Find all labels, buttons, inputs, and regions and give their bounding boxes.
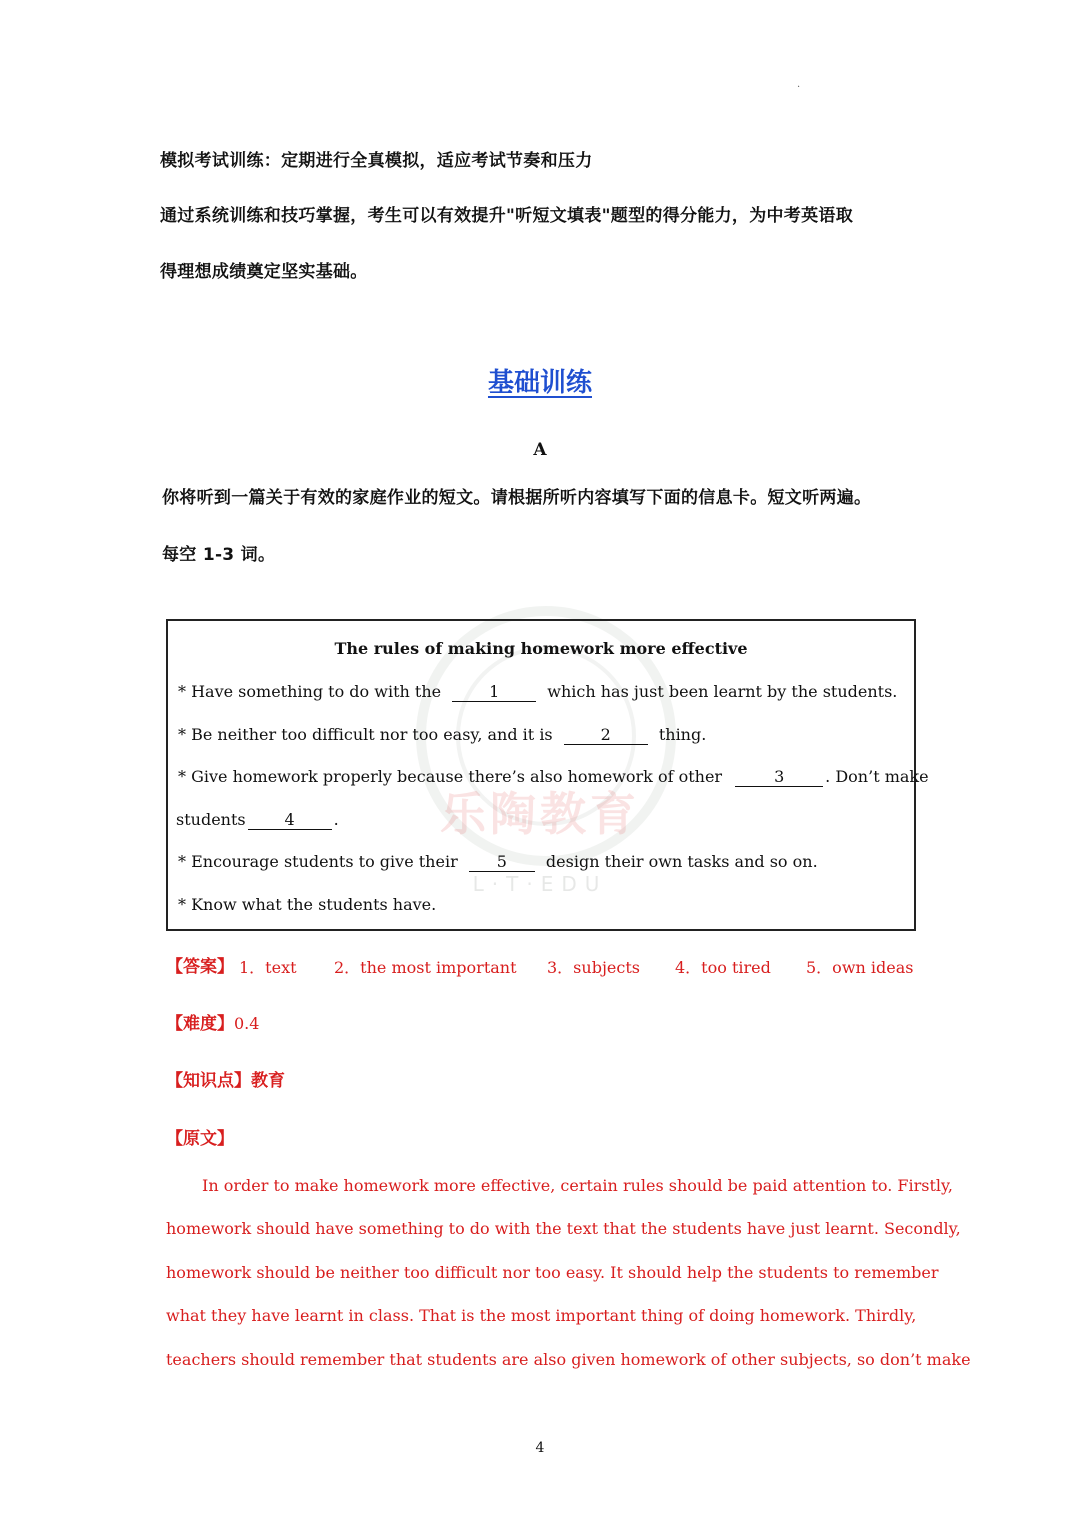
watermark-text: 乐陶教育 [440, 787, 640, 841]
info-card-title: The rules of making homework more effective [334, 639, 748, 658]
difficulty-row [166, 1009, 259, 1034]
knowledge-row [166, 1066, 285, 1091]
card-row-5-post: design their own tasks and so on. [545, 852, 818, 871]
card-row-2-post: thing. [658, 725, 707, 744]
card-row-3-post: . Don’t make [825, 767, 929, 786]
answer-item-4: 4．too tired [675, 958, 771, 977]
card-row-1-text: * Have something to do with the [178, 682, 442, 701]
card-row-4 [176, 810, 339, 830]
original-line-2: homework should have something to do with the text that the students have just learnt. Secondly, [166, 1219, 961, 1238]
corner-mark: · [797, 82, 801, 93]
section-title-link[interactable]: 基础训练 [487, 368, 592, 398]
page-number: 4 [535, 1440, 545, 1456]
card-row-2 [178, 725, 706, 745]
card-row-3-text: * Give homework properly because there’s also homework of other [178, 767, 723, 786]
original-line-3: homework should be neither too difficult nor too easy. It should help the students to remember [166, 1263, 939, 1282]
blank-3[interactable]: 3 [735, 768, 823, 787]
answer-item-3: 3．subjects [547, 958, 640, 977]
difficulty-label: 【难度】 [166, 1014, 234, 1034]
section-letter: A [533, 440, 547, 460]
blank-4[interactable]: 4 [248, 811, 332, 830]
original-label: 【原文】 [166, 1129, 234, 1149]
instruction-line-2: 每空 1-3 词。 [162, 545, 276, 565]
intro-line-2: 通过系统训练和技巧掌握，考生可以有效提升"听短文填表"题型的得分能力，为中考英语取 [160, 206, 854, 226]
card-row-4-text: students [176, 810, 246, 829]
answer-row [166, 952, 234, 977]
intro-line-1: 模拟考试训练：定期进行全真模拟，适应考试节奏和压力 [160, 151, 593, 171]
original-line-5: teachers should remember that students are also given homework of other subjects, so don’t make [166, 1350, 971, 1369]
card-row-1-post: which has just been learnt by the students. [547, 682, 898, 701]
answer-item-5: 5．own ideas [806, 958, 914, 977]
answer-item-2: 2．the most important [334, 958, 517, 977]
card-row-4-post: . [333, 810, 339, 829]
difficulty-value: 0.4 [234, 1014, 260, 1033]
card-row-2-text: * Be neither too difficult nor too easy, and it is [178, 725, 553, 744]
card-row-5-text: * Encourage students to give their [178, 852, 458, 871]
card-row-6: * Know what the students have. [178, 895, 437, 914]
card-row-1 [178, 682, 897, 702]
instruction-line-1: 你将听到一篇关于有效的家庭作业的短文。请根据所听内容填写下面的信息卡。短文听两遍。 [162, 488, 872, 508]
card-row-5 [178, 852, 818, 872]
original-line-4: what they have learnt in class. That is the most important thing of doing homework. Thirdly, [166, 1306, 917, 1325]
blank-5[interactable]: 5 [469, 853, 535, 872]
answer-item-1: 1．text [239, 958, 297, 977]
intro-line-3: 得理想成绩奠定坚实基础。 [160, 262, 368, 282]
blank-1[interactable]: 1 [452, 683, 536, 702]
knowledge-label: 【知识点】 [166, 1071, 251, 1091]
blank-2[interactable]: 2 [564, 726, 648, 745]
answer-label: 【答案】 [166, 957, 234, 977]
knowledge-value: 教育 [251, 1071, 285, 1091]
card-row-3 [178, 767, 929, 787]
watermark-subtext: L·T·EDU [472, 872, 608, 896]
original-line-1: In order to make homework more effective, certain rules should be paid attention to. Firstly, [202, 1176, 954, 1195]
